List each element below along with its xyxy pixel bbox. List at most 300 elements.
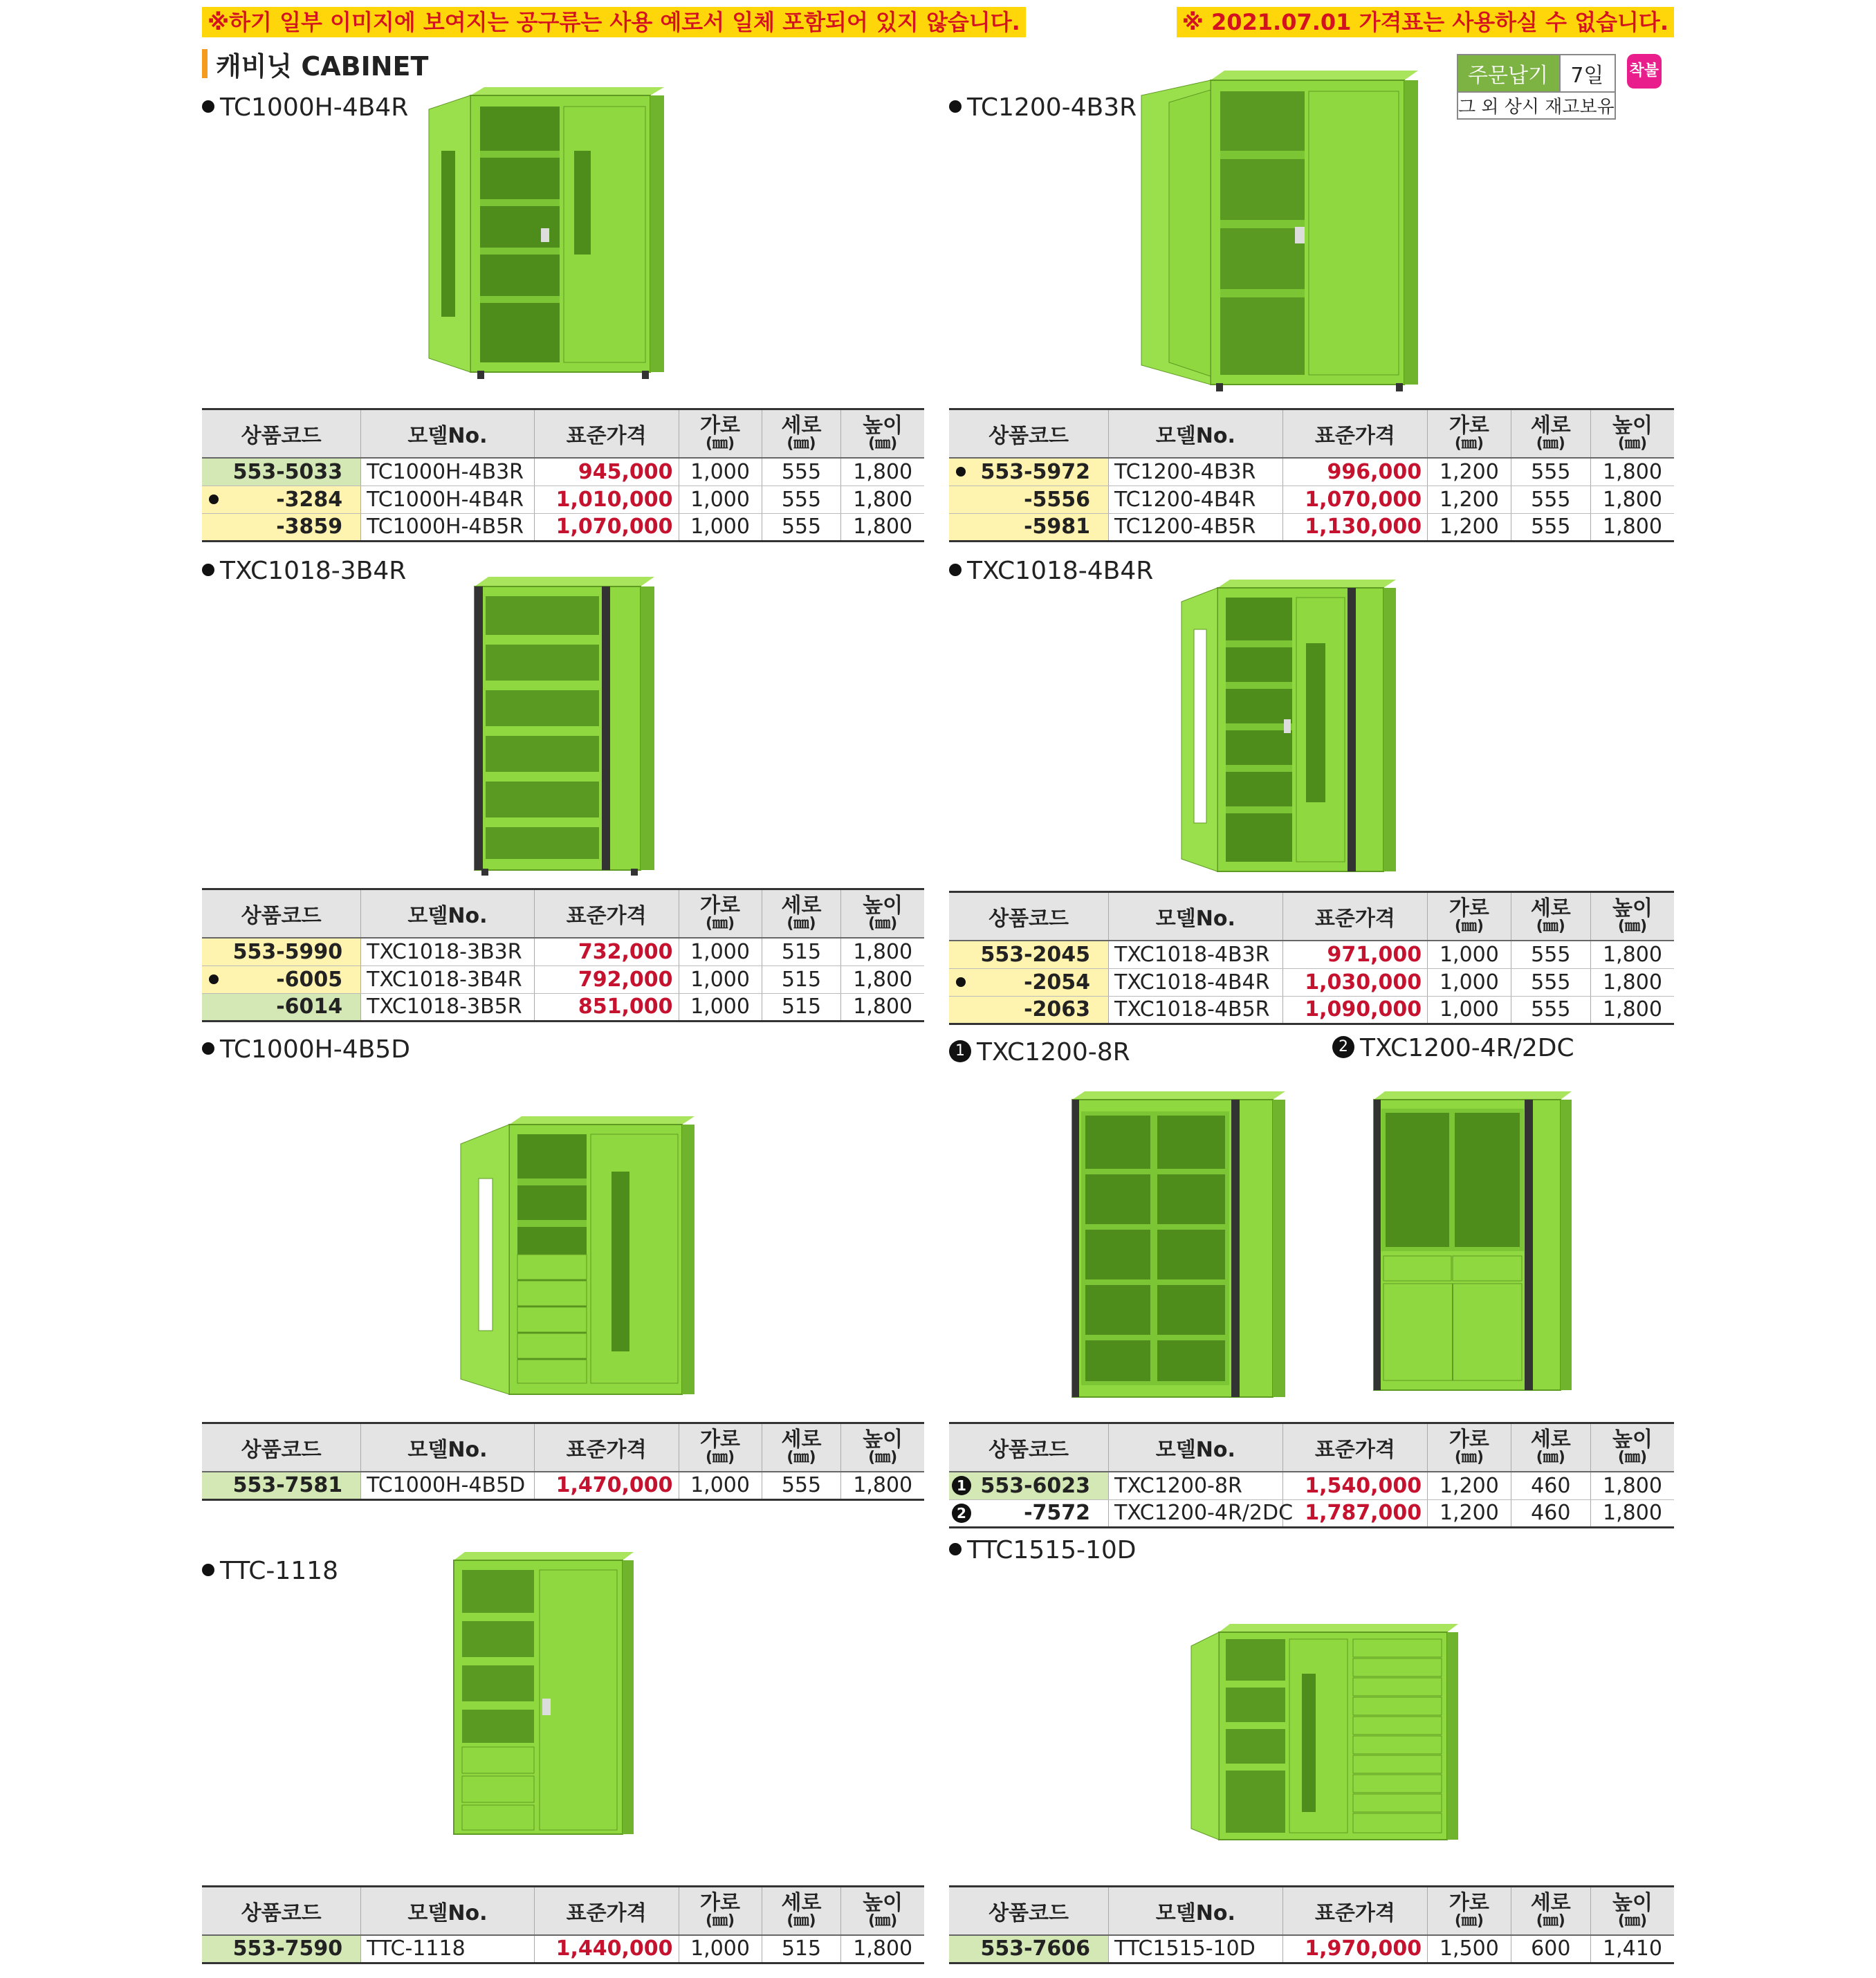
cabinet-image-tc1000h-4b4r: [408, 68, 664, 386]
depth-cell: 515: [762, 965, 841, 993]
cabinet-image-txc1018-3b4r: [468, 566, 661, 884]
height-cell: 1,800: [1590, 513, 1674, 541]
unit-label: (㎜): [705, 1449, 735, 1466]
code-cell: [202, 486, 361, 513]
code-text: -6005: [276, 967, 343, 992]
width-cell: 1,200: [1428, 1499, 1511, 1527]
table-row: [949, 1499, 1674, 1527]
table-row: [949, 1472, 1674, 1499]
code-text: 553-5033: [232, 459, 343, 484]
col-header-width-label: 가로: [1449, 1891, 1489, 1915]
col-header-height: [1590, 1887, 1674, 1936]
col-header-height: [841, 889, 924, 939]
product-name-text: TTC-1118: [220, 1557, 338, 1585]
price-cell: 732,000: [534, 938, 679, 965]
unit-label: (㎜): [1454, 918, 1484, 935]
depth-cell: 555: [762, 486, 841, 513]
width-cell: 1,000: [679, 1472, 762, 1499]
col-header-height: [1590, 892, 1674, 941]
order-label: 주문납기: [1457, 55, 1560, 92]
col-header-depth: [762, 1887, 841, 1936]
col-header-model: 모델No.: [1109, 892, 1283, 941]
spec-table-0: [202, 408, 924, 542]
col-header-depth: [1511, 892, 1590, 941]
spec-table-4: [202, 1422, 924, 1501]
depth-cell: 555: [762, 513, 841, 541]
table-row: [949, 996, 1674, 1024]
col-header-height-label: 높이: [1612, 1427, 1653, 1452]
unit-label: (㎜): [1617, 1912, 1648, 1930]
table-row: [202, 486, 924, 513]
code-text: 553-2045: [980, 942, 1091, 967]
height-cell: 1,800: [1590, 458, 1674, 486]
code-cell: [949, 968, 1109, 996]
col-header-width-label: 가로: [700, 1891, 741, 1915]
width-cell: 1,000: [679, 993, 762, 1021]
col-header-height-label: 높이: [1612, 414, 1653, 438]
unit-label: (㎜): [787, 1449, 816, 1466]
table-row: [949, 1935, 1674, 1963]
depth-cell: 515: [762, 938, 841, 965]
product-name-text: TXC1200-8R: [977, 1038, 1130, 1066]
bullet-icon: [209, 974, 219, 984]
height-cell: 1,800: [1590, 486, 1674, 513]
cabinet-image-ttc1515-10d: [1184, 1618, 1461, 1854]
code-text: -7572: [1024, 1501, 1091, 1525]
width-cell: 1,000: [679, 965, 762, 993]
col-header-depth-label: 세로: [1530, 1891, 1571, 1915]
model-cell: TC1200-4B3R: [1109, 458, 1283, 486]
price-cell: 1,090,000: [1282, 996, 1428, 1024]
table-row: [949, 513, 1674, 541]
category-label: 캐비닛 CABINET: [216, 50, 429, 82]
notice-banner-left: ※하기 일부 이미지에 보여지는 공구류는 사용 예로서 일체 포함되어 있지 않습니다.: [202, 7, 1026, 37]
unit-label: (㎜): [868, 1912, 898, 1930]
table-row: [202, 513, 924, 541]
product-name-0: [202, 93, 408, 123]
bullet-icon: [949, 1543, 962, 1555]
col-header-width-label: 가로: [1449, 1427, 1489, 1452]
code-text: 553-5990: [232, 939, 343, 964]
col-header-code: 상품코드: [949, 892, 1109, 941]
width-cell: 1,200: [1428, 458, 1511, 486]
category-accent-bar: [202, 49, 208, 78]
price-cell: 851,000: [534, 993, 679, 1021]
product-name-5: [949, 1037, 1130, 1068]
table-row: [202, 993, 924, 1021]
unit-label: (㎜): [868, 435, 898, 452]
col-header-width-label: 가로: [700, 894, 741, 918]
spec-table-1: [949, 408, 1674, 542]
code-cell: [949, 996, 1109, 1024]
code-text: 553-7581: [232, 1473, 343, 1498]
height-cell: 1,800: [1590, 941, 1674, 968]
price-cell: 1,470,000: [534, 1472, 679, 1499]
model-cell: TC1000H-4B5D: [361, 1472, 535, 1499]
cabinet-image-tc1000h-4b5d: [454, 1102, 696, 1407]
depth-cell: 460: [1511, 1499, 1590, 1527]
depth-cell: 555: [762, 1472, 841, 1499]
bullet-icon: [202, 1564, 214, 1576]
price-cell: 1,070,000: [1282, 486, 1428, 513]
unit-label: (㎜): [1617, 918, 1648, 935]
col-header-height-label: 높이: [863, 414, 903, 438]
col-header-model: 모델No.: [1109, 1887, 1283, 1936]
model-cell: TC1200-4B5R: [1109, 513, 1283, 541]
col-header-width: [679, 1423, 762, 1472]
height-cell: 1,800: [1590, 996, 1674, 1024]
product-name-text: TC1000H-4B5D: [220, 1035, 410, 1064]
model-cell: TXC1018-4B3R: [1109, 941, 1283, 968]
col-header-width: [1428, 1423, 1511, 1472]
code-cell: [949, 513, 1109, 541]
unit-label: (㎜): [1454, 1912, 1484, 1930]
col-header-height-label: 높이: [863, 894, 903, 918]
code-cell: [949, 1499, 1109, 1527]
order-table: [1457, 54, 1616, 120]
price-cell: 1,030,000: [1282, 968, 1428, 996]
width-cell: 1,000: [1428, 968, 1511, 996]
col-header-depth-label: 세로: [1530, 896, 1571, 921]
model-cell: TXC1018-3B5R: [361, 993, 535, 1021]
col-header-model: 모델No.: [361, 889, 535, 939]
code-text: -5981: [1024, 515, 1091, 539]
model-cell: TXC1018-4B4R: [1109, 968, 1283, 996]
col-header-price: 표준가격: [534, 1423, 679, 1472]
code-cell: [202, 993, 361, 1021]
model-cell: TC1000H-4B4R: [361, 486, 535, 513]
width-cell: 1,000: [1428, 996, 1511, 1024]
bullet-icon: [202, 100, 214, 113]
table-row: [202, 938, 924, 965]
height-cell: 1,800: [841, 965, 924, 993]
spec-table-3: [949, 891, 1674, 1025]
col-header-depth: [1511, 409, 1590, 459]
col-header-price: 표준가격: [534, 889, 679, 939]
width-cell: 1,200: [1428, 486, 1511, 513]
col-header-depth-label: 세로: [1530, 414, 1571, 438]
unit-label: (㎜): [868, 915, 898, 932]
model-cell: TXC1200-8R: [1109, 1472, 1283, 1499]
col-header-code: 상품코드: [202, 1887, 361, 1936]
width-cell: 1,000: [679, 458, 762, 486]
col-header-width: [1428, 892, 1511, 941]
product-name-5b: [1332, 1033, 1574, 1064]
height-cell: 1,800: [1590, 968, 1674, 996]
spec-header-row: [202, 889, 924, 939]
col-header-height-label: 높이: [1612, 1891, 1653, 1915]
unit-label: (㎜): [787, 1912, 816, 1930]
price-cell: 792,000: [534, 965, 679, 993]
price-cell: 945,000: [534, 458, 679, 486]
product-name-text: TC1000H-4B4R: [220, 93, 409, 122]
depth-cell: 555: [1511, 513, 1590, 541]
cabinet-image-ttc-1118: [447, 1546, 641, 1844]
code-cell: [949, 458, 1109, 486]
height-cell: 1,800: [841, 993, 924, 1021]
depth-cell: 555: [1511, 486, 1590, 513]
cabinet-image-txc1200-4r-2dc: [1367, 1086, 1574, 1404]
col-header-width-label: 가로: [700, 1427, 741, 1452]
col-header-depth-label: 세로: [781, 1891, 822, 1915]
bullet-icon: [956, 977, 966, 987]
unit-label: (㎜): [787, 435, 816, 452]
product-name-7: [949, 1535, 1137, 1566]
code-cell: [949, 1935, 1109, 1963]
model-cell: TC1000H-4B5R: [361, 513, 535, 541]
col-header-code: 상품코드: [202, 889, 361, 939]
depth-cell: 555: [1511, 996, 1590, 1024]
col-header-depth: [1511, 1887, 1590, 1936]
unit-label: (㎜): [787, 915, 816, 932]
model-cell: TC1000H-4B3R: [361, 458, 535, 486]
depth-cell: 555: [1511, 968, 1590, 996]
number-1-icon: 1: [949, 1040, 971, 1062]
col-header-model: 모델No.: [361, 1887, 535, 1936]
col-header-code: 상품코드: [949, 409, 1109, 459]
price-cell: 1,540,000: [1282, 1472, 1428, 1499]
model-cell: TXC1018-3B4R: [361, 965, 535, 993]
order-lead-time-box: [1457, 54, 1662, 120]
col-header-code: 상품코드: [202, 1423, 361, 1472]
col-header-width-label: 가로: [1449, 414, 1489, 438]
spec-header-row: [949, 892, 1674, 941]
model-cell: TTC1515-10D: [1109, 1935, 1283, 1963]
col-header-width: [1428, 1887, 1511, 1936]
bullet-icon: [949, 100, 962, 113]
model-cell: TXC1018-3B3R: [361, 938, 535, 965]
col-header-height-label: 높이: [863, 1427, 903, 1452]
code-cell: [202, 513, 361, 541]
height-cell: 1,800: [841, 458, 924, 486]
code-text: 553-7606: [980, 1937, 1091, 1961]
col-header-price: 표준가격: [1282, 892, 1428, 941]
width-cell: 1,200: [1428, 1472, 1511, 1499]
price-cell: 1,130,000: [1282, 513, 1428, 541]
spec-header-row: [202, 1887, 924, 1936]
col-header-model: 모델No.: [1109, 1423, 1283, 1472]
unit-label: (㎜): [1454, 435, 1484, 452]
col-header-height-label: 높이: [1612, 896, 1653, 921]
model-cell: TXC1018-4B5R: [1109, 996, 1283, 1024]
spec-table-7: [949, 1885, 1674, 1964]
price-cell: 971,000: [1282, 941, 1428, 968]
unit-label: (㎜): [1617, 1449, 1648, 1466]
unit-label: (㎜): [868, 1449, 898, 1466]
col-header-width: [679, 889, 762, 939]
cabinet-image-txc1018-4b4r: [1176, 574, 1411, 885]
height-cell: 1,800: [1590, 1499, 1674, 1527]
height-cell: 1,800: [841, 486, 924, 513]
code-text: -5556: [1024, 487, 1091, 512]
notice-banner-right: ※ 2021.07.01 가격표는 사용하실 수 없습니다.: [1177, 7, 1674, 37]
product-name-text: TTC1515-10D: [967, 1536, 1137, 1564]
table-row: [202, 965, 924, 993]
col-header-depth: [762, 1423, 841, 1472]
width-cell: 1,000: [679, 486, 762, 513]
spec-header-row: [202, 409, 924, 459]
product-name-text: TXC1018-4B4R: [967, 557, 1154, 585]
price-cell: 1,070,000: [534, 513, 679, 541]
col-header-depth-label: 세로: [781, 894, 822, 918]
col-header-depth: [1511, 1423, 1590, 1472]
code-text: 553-7590: [232, 1937, 343, 1961]
price-cell: 1,440,000: [534, 1935, 679, 1963]
col-header-code: 상품코드: [202, 409, 361, 459]
col-header-width-label: 가로: [1449, 896, 1489, 921]
width-cell: 1,000: [679, 513, 762, 541]
col-header-depth-label: 세로: [781, 1427, 822, 1452]
spec-header-row: [202, 1423, 924, 1472]
table-row: [202, 458, 924, 486]
depth-cell: 515: [762, 993, 841, 1021]
depth-cell: 515: [762, 1935, 841, 1963]
width-cell: 1,000: [679, 1935, 762, 1963]
price-cell: 1,970,000: [1282, 1935, 1428, 1963]
bullet-icon: [202, 564, 214, 576]
unit-label: (㎜): [1536, 1912, 1565, 1930]
col-header-depth: [762, 889, 841, 939]
spec-table-6: [202, 1885, 924, 1964]
product-name-4: [202, 1035, 410, 1065]
code-cell: [202, 1935, 361, 1963]
unit-label: (㎜): [705, 435, 735, 452]
width-cell: 1,000: [1428, 941, 1511, 968]
code-text: -3859: [276, 515, 343, 539]
product-name-3: [949, 556, 1153, 586]
col-header-height: [841, 1423, 924, 1472]
order-sub: 그 외 상시 재고보유: [1457, 92, 1615, 119]
width-cell: 1,500: [1428, 1935, 1511, 1963]
unit-label: (㎜): [1536, 918, 1565, 935]
bullet-icon: [956, 467, 966, 477]
unit-label: (㎜): [1617, 435, 1648, 452]
code-text: 553-6023: [980, 1473, 1091, 1498]
price-cell: 996,000: [1282, 458, 1428, 486]
col-header-code: 상품코드: [949, 1887, 1109, 1936]
height-cell: 1,800: [841, 1472, 924, 1499]
depth-cell: 460: [1511, 1472, 1590, 1499]
bullet-icon: [949, 564, 962, 576]
table-row: [949, 486, 1674, 513]
depth-cell: 600: [1511, 1935, 1590, 1963]
depth-cell: 555: [762, 458, 841, 486]
col-header-width: [679, 409, 762, 459]
spec-header-row: [949, 1423, 1674, 1472]
depth-cell: 555: [1511, 941, 1590, 968]
bullet-icon: [209, 494, 219, 504]
code-text: -2054: [1024, 970, 1091, 995]
number-1-icon: 1: [952, 1476, 971, 1495]
height-cell: 1,800: [841, 1935, 924, 1963]
col-header-depth-label: 세로: [1530, 1427, 1571, 1452]
spec-table-2: [202, 888, 924, 1022]
col-header-model: 모델No.: [1109, 409, 1283, 459]
col-header-model: 모델No.: [361, 409, 535, 459]
number-2-icon: 2: [1332, 1036, 1354, 1058]
col-header-price: 표준가격: [534, 1887, 679, 1936]
cabinet-image-tc1200-4b3r: [1128, 54, 1432, 400]
table-row: [949, 968, 1674, 996]
col-header-depth-label: 세로: [781, 414, 822, 438]
col-header-price: 표준가격: [1282, 409, 1428, 459]
col-header-height: [841, 409, 924, 459]
col-header-price: 표준가격: [1282, 1423, 1428, 1472]
col-header-price: 표준가격: [1282, 1887, 1428, 1936]
number-2-icon: 2: [952, 1504, 971, 1523]
height-cell: 1,800: [841, 513, 924, 541]
width-cell: 1,200: [1428, 513, 1511, 541]
code-cell: [202, 938, 361, 965]
col-header-height-label: 높이: [863, 1891, 903, 1915]
cabinet-image-txc1200-8r: [1065, 1086, 1287, 1411]
col-header-width: [1428, 409, 1511, 459]
category-title: [202, 46, 428, 82]
col-header-code: 상품코드: [949, 1423, 1109, 1472]
spec-table-5: [949, 1422, 1674, 1528]
product-name-text: TXC1018-3B4R: [220, 557, 407, 585]
product-name-2: [202, 556, 406, 586]
unit-label: (㎜): [705, 1912, 735, 1930]
code-cell: [949, 1472, 1109, 1499]
spec-header-row: [949, 409, 1674, 459]
unit-label: (㎜): [705, 915, 735, 932]
col-header-depth: [762, 409, 841, 459]
col-header-width-label: 가로: [700, 414, 741, 438]
depth-cell: 555: [1511, 458, 1590, 486]
height-cell: 1,800: [841, 938, 924, 965]
unit-label: (㎜): [1536, 435, 1565, 452]
spec-header-row: [949, 1887, 1674, 1936]
code-text: 553-5972: [980, 459, 1091, 484]
col-header-model: 모델No.: [361, 1423, 535, 1472]
model-cell: TTC-1118: [361, 1935, 535, 1963]
col-header-height: [841, 1887, 924, 1936]
code-cell: [949, 941, 1109, 968]
height-cell: 1,410: [1590, 1935, 1674, 1963]
code-cell: [202, 965, 361, 993]
cod-badge: 착불: [1627, 54, 1662, 89]
code-text: -3284: [276, 487, 343, 512]
table-row: [202, 1472, 924, 1499]
product-name-6: [202, 1556, 338, 1587]
order-value: 7일: [1560, 55, 1615, 92]
code-cell: [202, 458, 361, 486]
unit-label: (㎜): [1536, 1449, 1565, 1466]
price-cell: 1,787,000: [1282, 1499, 1428, 1527]
product-name-1: [949, 93, 1137, 123]
product-name-text: TXC1200-4R/2DC: [1360, 1034, 1574, 1062]
model-cell: TXC1200-4R/2DC: [1109, 1499, 1283, 1527]
col-header-height: [1590, 1423, 1674, 1472]
bullet-icon: [202, 1042, 214, 1055]
model-cell: TC1200-4B4R: [1109, 486, 1283, 513]
table-row: [949, 941, 1674, 968]
height-cell: 1,800: [1590, 1472, 1674, 1499]
table-row: [949, 458, 1674, 486]
code-text: -2063: [1024, 997, 1091, 1022]
code-text: -6014: [276, 995, 343, 1019]
code-cell: [949, 486, 1109, 513]
col-header-height: [1590, 409, 1674, 459]
code-cell: [202, 1472, 361, 1499]
width-cell: 1,000: [679, 938, 762, 965]
unit-label: (㎜): [1454, 1449, 1484, 1466]
col-header-price: 표준가격: [534, 409, 679, 459]
col-header-width: [679, 1887, 762, 1936]
product-name-text: TC1200-4B3R: [967, 93, 1137, 122]
table-row: [202, 1935, 924, 1963]
